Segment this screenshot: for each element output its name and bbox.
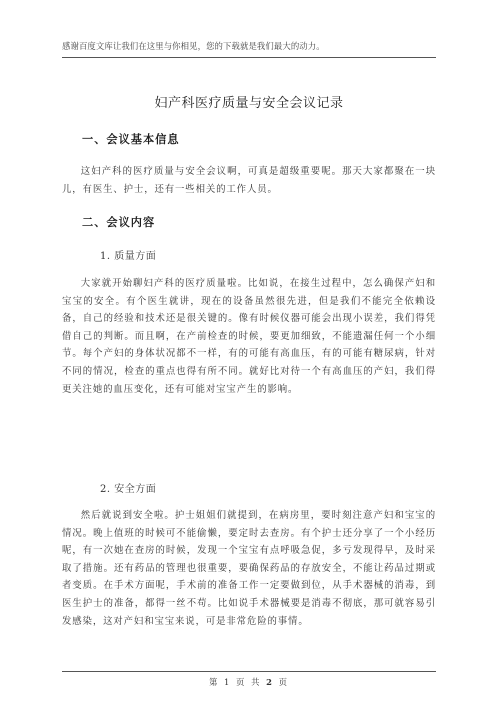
header-divider [62, 57, 436, 58]
footer-divider [62, 671, 436, 672]
footer-total-pages: 2 [266, 677, 274, 687]
page-footer [62, 676, 436, 688]
subsection-heading-quality: 1. 质量方面 [100, 251, 157, 262]
section-heading-basic-info: 一、会议基本信息 [82, 132, 180, 146]
subsection-heading-safety: 2. 安全方面 [100, 484, 157, 495]
footer-suffix: 页 [278, 677, 290, 687]
document-title: 妇产科医疗质量与安全会议记录 [154, 96, 344, 111]
section-paragraph-basic-info: 这妇产科的医疗质量与安全会议啊，可真是超级重要呢。那天大家都聚在一块儿，有医生、护士，还有一些相关的工作人员。 [62, 166, 436, 195]
footer-prefix: 第 [208, 677, 220, 687]
subsection-paragraph-quality: 大家就开始聊妇产科的医疗质量啦。比如说，在接生过程中，怎么确保产妇和宝宝的安全。有个医生就讲，现在的设备虽然很先进，但是我们不能完全依赖设备，自己的经验和技术还是很关键的。像有时候仪器可能会出现小误差，我们得凭借自己的判断。而且啊，在产前检查的时候，要更加细致，不能遗漏任何一个小细节。每个产妇的身体状况都不一样，有的可能有高血压，有的可能有糖尿病，针对不同的情况，检查的重点也得有所不同。就好比对待一个有高血压的产妇，我们得更关注她的血压变化，还有可能对宝宝产生的影响。 [62, 278, 436, 395]
footer-middle: 页 共 [236, 677, 262, 687]
section-heading-meeting-content: 二、会议内容 [82, 215, 156, 229]
footer-page-number: 1 [224, 677, 232, 687]
page-header-note: 感谢百度文库让我们在这里与你相见，您的下载就是我们最大的动力。 [62, 41, 325, 51]
subsection-paragraph-safety: 然后就说到安全啦。护士姐姐们就提到，在病房里，要时刻注意产妇和宝宝的情况。晚上值班的时候可不能偷懒，要定时去查房。有个护士还分享了一个小经历呢，有一次她在查房的时候，发现一个宝宝有点呼吸急促，多亏发现得早，及时采取了措施。还有药品的管理也很重要，要确保药品的存放安全，不能让药品过期或者变质。在手术方面呢，手术前的准备工作一定要做到位，从手术器械的消毒，到医生护士的准备，都得一丝不苟。比如说手术器械要是消毒不彻底，那可就容易引发感染，这对产妇和宝宝来说，可是非常危险的事情。 [62, 510, 436, 627]
